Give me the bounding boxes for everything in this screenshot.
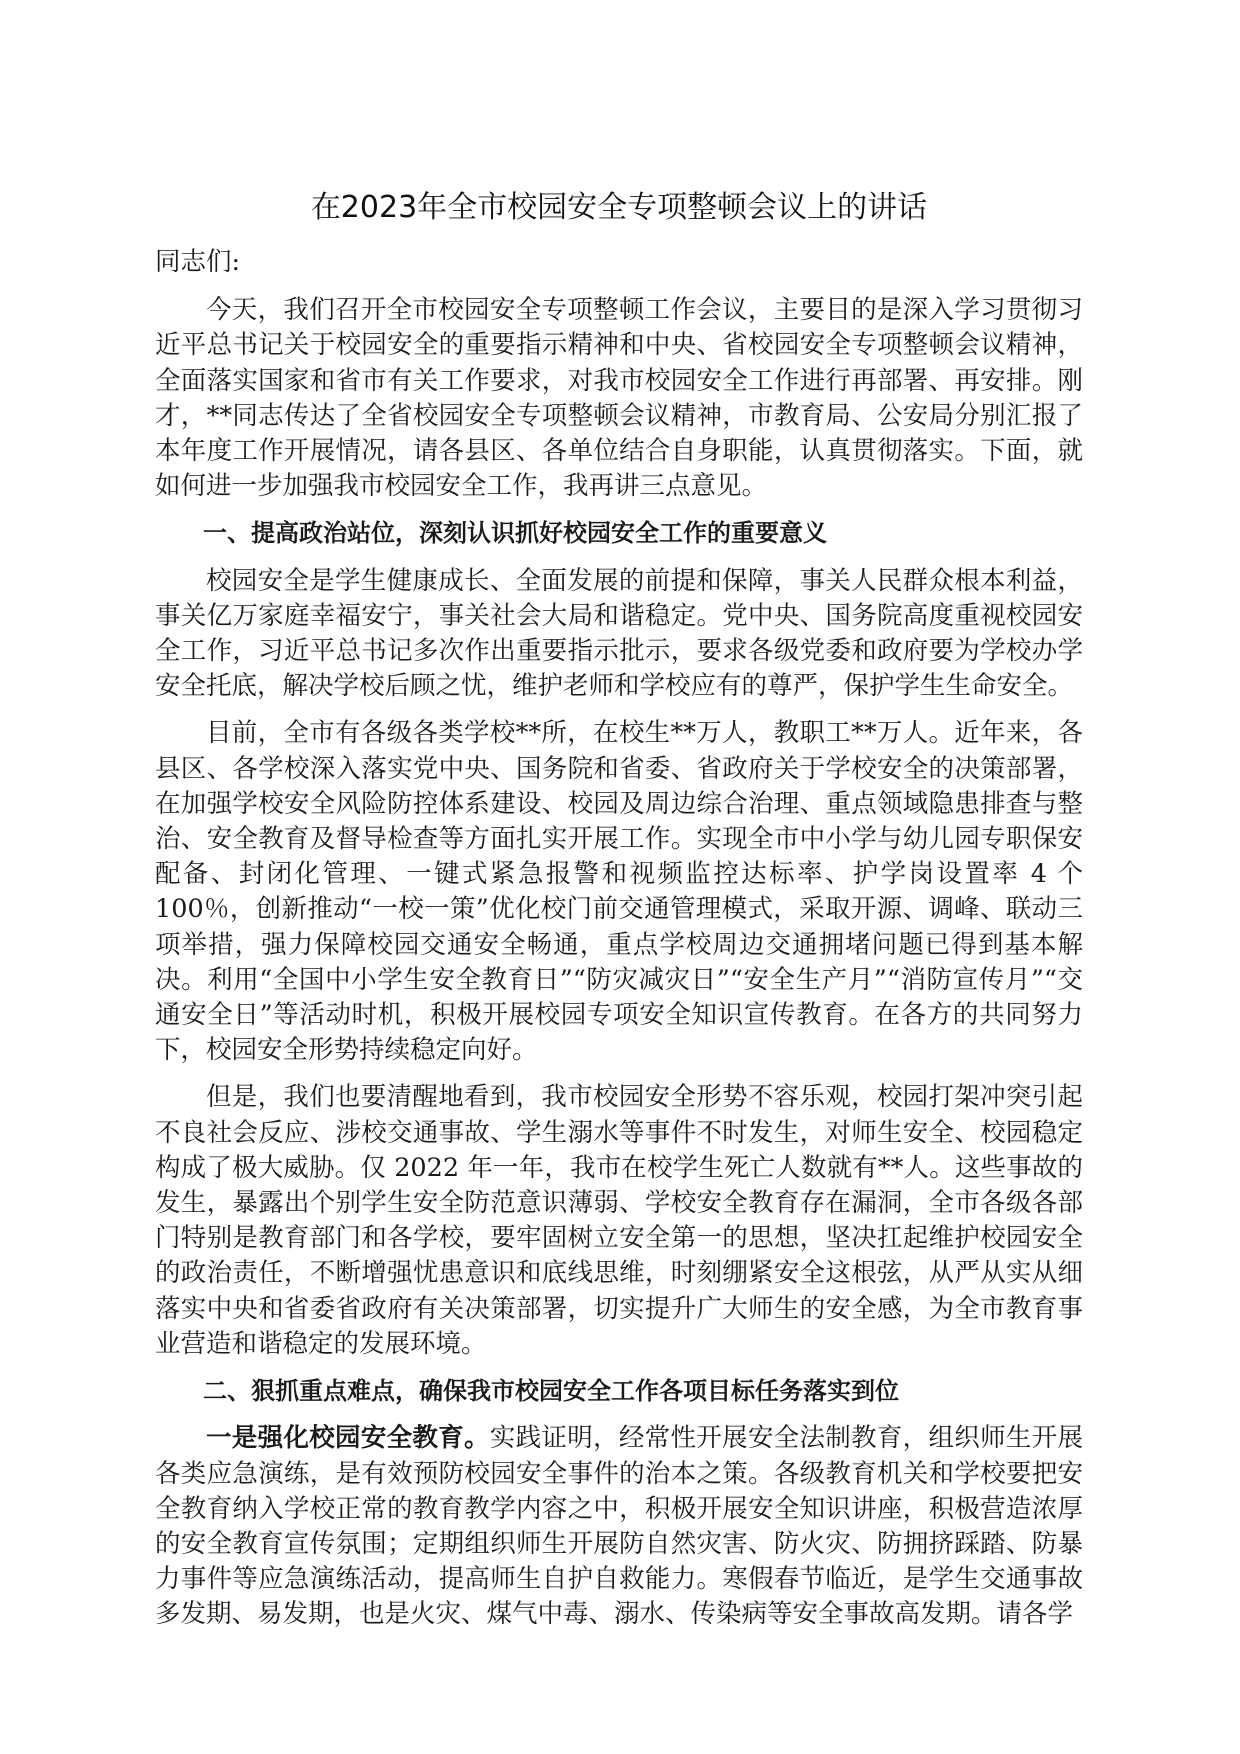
greeting: 同志们: xyxy=(155,247,241,277)
section-1-heading: 一、提高政治站位，深刻认识抓好校园安全工作的重要意义 xyxy=(203,519,827,548)
section-1-paragraph-2: 目前，全市有各级各类学校**所，在校生**万人，教职工**万人。近年来，各县区、各学校深入落实党中央、国务院和省委、省政府关于学校安全的决策部署，在加强学校安全风险防控体系建设、校园及周边综合治理、重点领域隐患排查与整治、安全教育及督导检查等方面扎实开展工作。实现全市中小学与幼儿园专职保安配备、封闭化管理、一键式紧急报警和视频监控达标率、护学岗设置率 4 个 100％，创新推动“一校一策”优化校门前交通管理模式，采取开源、调峰、联动三项举措，强力保障校园交通安全畅通，重点学校周边交通拥堵问题已得到基本解决。利用“全国中小学生安全教育日”“防灾减灾日”“安全生产月”“消防宣传月”“交通安全日”等活动时机，积极开展校园专项安全知识宣传教育。在各方的共同努力下，校园安全形势持续稳定向好。 xyxy=(155,718,1083,1066)
section-1-paragraph-1: 校园安全是学生健康成长、全面发展的前提和保障，事关人民群众根本利益，事关亿万家庭幸福安宁，事关社会大局和谐稳定。党中央、国务院高度重视校园安全工作，习近平总书记多次作出重要指示批示，要求各级党委和政府要为学校办学安全托底，解决学校后顾之忧，维护老师和学校应有的尊严，保护学生生命安全。 xyxy=(155,565,1083,702)
section-2-item-1-lead: 一是强化校园安全教育。 xyxy=(206,1423,490,1454)
document-title: 在2023年全市校园安全专项整顿会议上的讲话 xyxy=(310,190,928,225)
section-2-item-1 xyxy=(155,1421,1083,1632)
intro-paragraph: 今天，我们召开全市校园安全专项整顿工作会议，主要目的是深入学习贯彻习近平总书记关于校园安全的重要指示精神和中央、省校园安全专项整顿会议精神，全面落实国家和省市有关工作要求，对我市校园安全工作进行再部署、再安排。刚才，**同志传达了全省校园安全专项整顿会议精神，市教育局、公安局分别汇报了本年度工作开展情况，请各县区、各单位结合自身职能，认真贯彻落实。下面，就如何进一步加强我市校园安全工作，我再讲三点意见。 xyxy=(155,295,1083,502)
section-2-heading: 二、狠抓重点难点，确保我市校园安全工作各项目标任务落实到位 xyxy=(203,1377,899,1406)
section-1-paragraph-3: 但是，我们也要清醒地看到，我市校园安全形势不容乐观，校园打架冲突引起不良社会反应、涉校交通事故、学生溺水等事件不时发生，对师生安全、校园稳定构成了极大威胁。仅 2022 年一年，我市在校学生死亡人数就有**人。这些事故的发生，暴露出个别学生安全防范意识薄弱、学校安全教育存在漏洞，全市各级各部门特别是教育部门和各学校，要牢固树立安全第一的思想，坚决扛起维护校园安全的政治责任，不断增强忧患意识和底线思维，时刻绷紧安全这根弦，从严从实从细落实中央和省委省政府有关决策部署，切实提升广大师生的安全感，为全市教育事业营造和谐稳定的发展环境。 xyxy=(155,1082,1083,1359)
section-2-item-1-text: 实践证明，经常性开展安全法制教育，组织师生开展各类应急演练，是有效预防校园安全事件的治本之策。各级教育机关和学校要把安全教育纳入学校正常的教育教学内容之中，积极开展安全知识讲座，积极营造浓厚的安全教育宣传氛围；定期组织师生开展防自然灾害、防火灾、防拥挤踩踏、防暴力事件等应急演练活动，提高师生自护自救能力。寒假春节临近，是学生交通事故多发期、易发期，也是火灾、煤气中毒、溺水、传染病等安全事故高发期。请各学 xyxy=(155,1423,1083,1630)
document-body xyxy=(155,188,1083,1645)
